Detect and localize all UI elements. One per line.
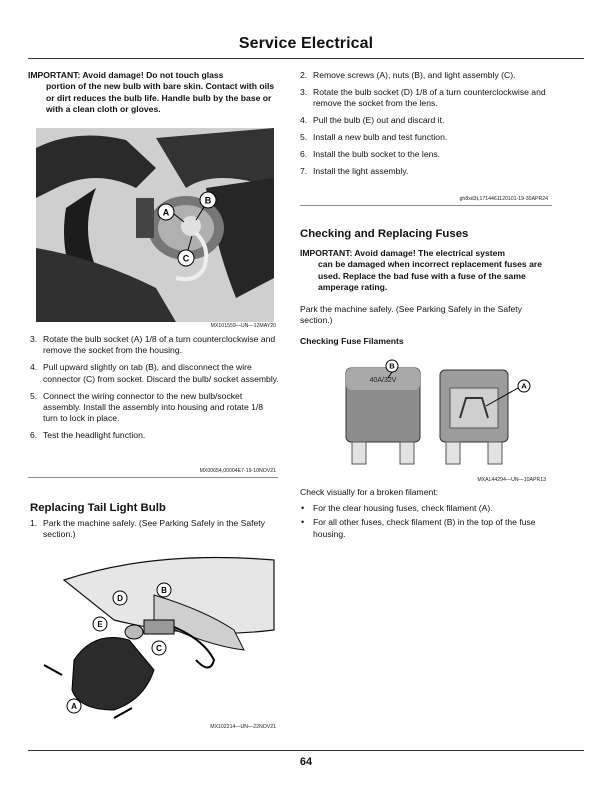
check-visually-text: Check visually for a broken filament: <box>300 487 439 497</box>
tail-light-diagram <box>34 550 276 722</box>
step-item: 3. Rotate the bulb socket (A) 1/8 of a turn counterclockwise and remove the socket from the housing. <box>30 334 276 356</box>
section-rule-right <box>300 205 552 206</box>
left-steps <box>30 334 280 447</box>
right-steps <box>300 70 552 183</box>
important-lead: IMPORTANT: Avoid damage! The electrical system <box>300 248 506 258</box>
page-number: 64 <box>299 756 313 768</box>
figure1-caption: MX101559—UN—12MAY20 <box>210 323 276 329</box>
step-item: 5. Connect the wiring connector to the new bulb/socket assembly. Install the assembly into housing and rotate 1/8 turn to lock in place. <box>30 390 264 424</box>
important-rest: can be damaged when incorrect replacement fuses are used. Replace the bad fuse with a fuse of the same amperage rating. <box>318 259 542 293</box>
tail-callout-e: E <box>97 620 103 629</box>
section-rule-left <box>28 477 278 478</box>
left-important-notice <box>28 70 278 116</box>
headlight-photo <box>36 128 274 322</box>
fuse-callout-a: A <box>521 381 527 391</box>
figure2-caption: MX102214—UN—22NOV21 <box>210 724 276 730</box>
tail-callout-a: A <box>71 702 77 711</box>
step-item: 6. Test the headlight function. <box>30 430 146 441</box>
fuse-rating-label: 40A/32V <box>369 377 397 384</box>
step-item: 3. Rotate the bulb socket (D) 1/8 of a turn counterclockwise and remove the socket from the lens. <box>300 86 546 109</box>
step-item: 4. Pull upward slightly on tab (B), and disconnect the wire connector (C) from socket. Discard the bulb/ socket assembly. <box>30 362 279 384</box>
fuses-photo <box>336 358 536 474</box>
important-rest: portion of the new bulb with bare skin. Contact with oils or dirt reduces the bulb life. Handle bulb by the base or with a clean cloth or gloves. <box>46 81 275 115</box>
park-safely-text: Park the machine safely. (See Parking Safely in the Safety section.) <box>300 304 522 326</box>
step-item: 2. Remove screws (A), nuts (B), and light assembly (C). <box>300 70 516 80</box>
tail-callout-c: C <box>156 644 162 653</box>
tail-callout-d: D <box>117 594 123 603</box>
reference-code-2: gh8xd3t,1714461120101-19-30APR24 <box>459 196 548 202</box>
step-item: 4. Pull the bulb (E) out and discard it. <box>300 115 445 126</box>
reference-code-1: MX00654,00004E7-19-10NOV21 <box>199 468 276 474</box>
filament-bullets <box>300 503 552 543</box>
step-item: 1. Park the machine safely. (See Parking Safely in the Safety section.) <box>30 518 265 540</box>
tail-light-heading: Replacing Tail Light Bulb <box>30 502 166 514</box>
callout-b: B <box>204 195 212 206</box>
tail-callout-b: B <box>161 586 167 595</box>
header-rule <box>28 58 584 59</box>
step-item: 7. Install the light assembly. <box>300 165 409 176</box>
bullet-item: • For the clear housing fuses, check filament (A). <box>301 503 493 513</box>
page-title: Service Electrical <box>238 35 374 52</box>
bullet-item: • For all other fuses, check filament (B) in the top of the fuse housing. <box>301 517 536 539</box>
step-item: 6. Install the bulb socket to the lens. <box>300 149 441 160</box>
footer-rule <box>28 750 584 751</box>
step-item: 5. Install a new bulb and test function. <box>300 132 448 143</box>
fuses-heading: Checking and Replacing Fuses <box>300 228 469 240</box>
important-lead: IMPORTANT: Avoid damage! Do not touch glass <box>28 70 224 80</box>
figure3-caption: MXAL44294—UN—10APR13 <box>477 477 546 483</box>
tail-steps <box>30 518 280 546</box>
callout-c: C <box>182 253 190 264</box>
fuse-filaments-heading: Checking Fuse Filaments <box>300 336 404 346</box>
fuse-callout-b: B <box>389 361 395 371</box>
callout-a: A <box>162 207 170 218</box>
right-important-notice <box>300 248 552 294</box>
